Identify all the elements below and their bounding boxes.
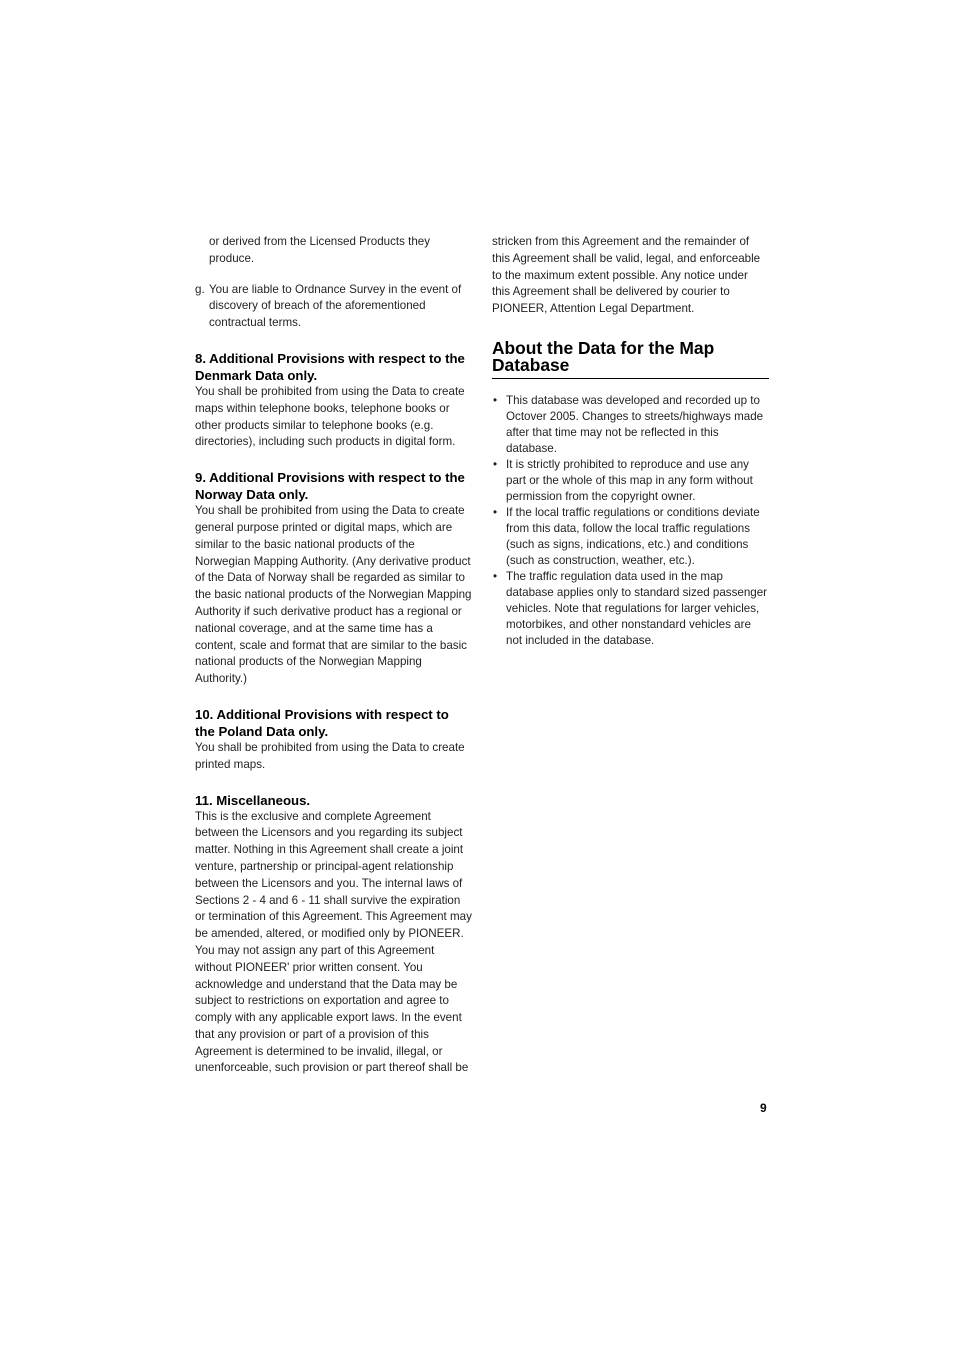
page-number: 9 [760, 1101, 767, 1115]
section-11-heading: 11. Miscellaneous. [195, 792, 311, 808]
section-8-body: You shall be prohibited from using the Data to create maps within telephone books, telephone books or other products similar to telephone books (e.g. directories), including such products in digital form. [195, 384, 465, 449]
section-8-heading: 8. Additional Provisions with respect to the Denmark Data only. [195, 350, 465, 383]
section-9-body: You shall be prohibited from using the Data to create general purpose printed or digital maps, which are similar to the basic national products of the Norwegian Mapping Authority. (Any derivative product of the Data of Norway shall be regarded as similar to the basic national products of the Norwegian Mapping Authority if such derivative product has a regional or national coverage, and at the same time has a content, scale and format that are similar to the basic national products of the Norwegian Mapping Authority.) [195, 504, 472, 686]
section-9-heading: 9. Additional Provisions with respect to the Norway Data only. [195, 470, 465, 503]
map-data-bullet-list [492, 393, 769, 649]
right-column [492, 234, 769, 649]
bullet-icon: • [493, 505, 498, 519]
bullet-text: If the local traffic regulations or conditions deviate from this data, follow the local traffic regulations (such as signs, indications, etc.) and conditions (such as construction, weather, etc.). [506, 505, 760, 567]
list-item-g [195, 282, 472, 332]
bullet-item [492, 393, 769, 457]
bullet-icon: • [493, 457, 498, 471]
section-11-body: This is the exclusive and complete Agreement between the Licensors and you regarding its subject matter. Nothing in this Agreement shall create a joint venture, partnership or principal-agent relationship between the Licensors and you. The internal laws of Sections 2 - 4 and 6 - 11 shall survive the expiration or termination of this Agreement. This Agreement may be amended, altered, or modified only by PIONEER. You may not assign any part of this Agreement without PIONEER' prior written consent. You acknowledge and understand that the Data may be subject to restrictions on exportation and agree to comply with any applicable export laws. In the event that any provision or part of a provision of this Agreement is determined to be invalid, illegal, or unenforceable, such provision or part thereof shall be [195, 809, 472, 1075]
list-marker-g: g. [195, 282, 205, 296]
bullet-item [492, 457, 769, 505]
section-10-heading: 10. Additional Provisions with respect to the Poland Data only. [195, 706, 449, 739]
about-map-data-title: About the Data for the Map Database [492, 340, 769, 379]
agreement-continuation: stricken from this Agreement and the remainder of this Agreement shall be valid, legal, and enforceable to the maximum extent possible. Any notice under this Agreement shall be delivered by courier to PIONEER, Attention Legal Department. [492, 235, 761, 316]
bullet-text: This database was developed and recorded up to Octover 2005. Changes to streets/highways made after that time may not be reflected in this database. [506, 393, 764, 455]
intro-continuation: or derived from the Licensed Products they produce. [209, 235, 431, 265]
bullet-text: The traffic regulation data used in the map database applies only to standard sized passenger vehicles. Note that regulations for larger vehicles, motorbikes, and other nonstandard vehicles are not included in the database. [506, 569, 768, 647]
bullet-icon: • [493, 569, 498, 583]
list-item-g-text: You are liable to Ordnance Survey in the event of discovery of breach of the aforementioned contractual terms. [209, 282, 462, 330]
bullet-item [492, 569, 769, 649]
bullet-text: It is strictly prohibited to reproduce and use any part or the whole of this map in any form without permission from the copyright owner. [506, 457, 753, 503]
left-column [195, 234, 472, 1077]
section-10-body: You shall be prohibited from using the Data to create printed maps. [195, 740, 465, 771]
bullet-item [492, 505, 769, 569]
bullet-icon: • [493, 393, 498, 407]
